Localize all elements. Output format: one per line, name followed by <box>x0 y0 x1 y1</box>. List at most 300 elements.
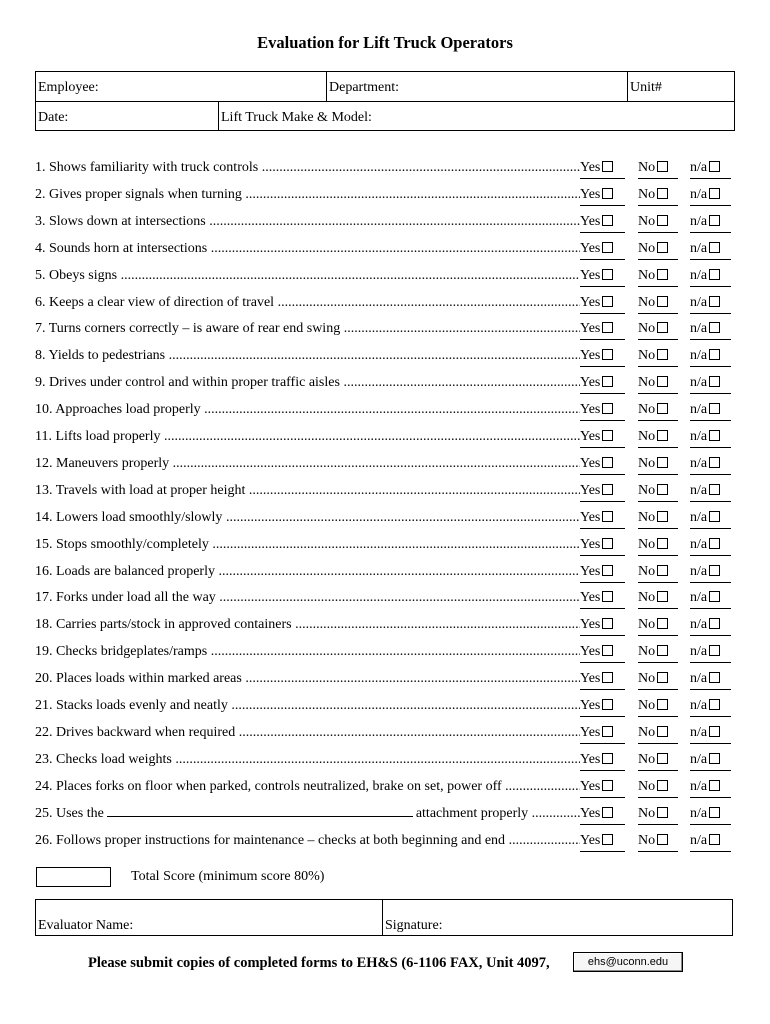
na-checkbox[interactable] <box>709 188 720 199</box>
no-checkbox[interactable] <box>657 457 668 468</box>
na-checkbox[interactable] <box>709 511 720 522</box>
option-na-label: n/a <box>690 321 708 337</box>
na-checkbox[interactable] <box>709 672 720 683</box>
option-yes-label: Yes <box>580 321 601 337</box>
option-no <box>638 185 678 206</box>
no-checkbox[interactable] <box>657 807 668 818</box>
option-no <box>638 615 678 636</box>
no-checkbox[interactable] <box>657 834 668 845</box>
option-no-label: No <box>638 698 656 713</box>
evaluation-item <box>35 319 735 339</box>
info-row-employee <box>36 72 734 102</box>
no-checkbox[interactable] <box>657 242 668 253</box>
evaluation-item <box>35 588 735 608</box>
option-na <box>690 777 731 798</box>
option-yes <box>580 427 625 448</box>
yes-checkbox[interactable] <box>602 780 613 791</box>
no-checkbox[interactable] <box>657 403 668 414</box>
item-text <box>35 750 580 770</box>
na-checkbox[interactable] <box>709 430 720 441</box>
option-na-label: n/a <box>690 805 708 821</box>
total-score-label: Total Score (minimum score 80%) <box>131 869 325 884</box>
no-checkbox[interactable] <box>657 618 668 629</box>
yes-checkbox[interactable] <box>602 591 613 602</box>
option-no <box>638 696 678 717</box>
option-yes-label: Yes <box>580 724 601 740</box>
unit-field[interactable] <box>627 72 734 101</box>
evaluation-item <box>35 723 735 743</box>
option-no <box>638 427 678 448</box>
option-na-label: n/a <box>690 375 708 391</box>
option-yes-label: Yes <box>580 671 601 687</box>
item-text <box>35 562 580 582</box>
yes-checkbox[interactable] <box>602 403 613 414</box>
item-text <box>35 373 580 393</box>
yes-checkbox[interactable] <box>602 618 613 629</box>
option-yes-label: Yes <box>580 348 601 364</box>
option-no-label: No <box>638 509 656 525</box>
na-checkbox[interactable] <box>709 161 720 172</box>
item-label: 6. Keeps a clear view of direction of travel <box>35 294 275 310</box>
yes-checkbox[interactable] <box>602 161 613 172</box>
option-na <box>690 535 731 556</box>
date-field[interactable] <box>36 102 218 131</box>
unit-label: Unit# <box>630 80 662 95</box>
no-checkbox[interactable] <box>657 430 668 441</box>
option-na <box>690 588 731 609</box>
item-text <box>35 669 580 689</box>
evaluation-item <box>35 158 735 178</box>
option-yes-label: Yes <box>580 751 601 767</box>
item-text <box>35 508 580 528</box>
option-na-label: n/a <box>690 213 708 229</box>
option-yes-label: Yes <box>580 455 601 471</box>
na-checkbox[interactable] <box>709 538 720 549</box>
na-checkbox[interactable] <box>709 457 720 468</box>
department-field[interactable] <box>326 72 627 101</box>
total-score-field[interactable] <box>36 867 111 887</box>
make-model-label: Lift Truck Make & Model: <box>221 110 372 125</box>
item-text <box>35 804 580 824</box>
na-checkbox[interactable] <box>709 349 720 360</box>
na-checkbox[interactable] <box>709 484 720 495</box>
item-label: 23. Checks load weights <box>35 751 172 767</box>
form-title: Evaluation for Lift Truck Operators <box>257 33 513 52</box>
option-na <box>690 427 731 448</box>
option-no-label: No <box>638 671 656 687</box>
no-checkbox[interactable] <box>657 672 668 683</box>
evaluation-item <box>35 427 735 447</box>
option-yes <box>580 588 625 609</box>
option-yes-label: Yes <box>580 402 601 418</box>
option-na-label: n/a <box>690 751 708 767</box>
no-checkbox[interactable] <box>657 726 668 737</box>
item-text <box>35 615 580 635</box>
na-checkbox[interactable] <box>709 645 720 656</box>
submit-instructions: Please submit copies of completed forms to EH&S (6-1106 FAX, Unit 4097, <box>88 955 550 971</box>
option-yes <box>580 508 625 529</box>
no-checkbox[interactable] <box>657 269 668 280</box>
yes-checkbox[interactable] <box>602 296 613 307</box>
signature-label: Signature: <box>385 918 443 933</box>
item-text <box>35 831 580 851</box>
option-na-label: n/a <box>690 617 708 633</box>
option-no <box>638 508 678 529</box>
item-label: 1. Shows familiarity with truck controls <box>35 160 259 175</box>
make-model-field[interactable] <box>218 102 734 131</box>
yes-checkbox[interactable] <box>602 322 613 333</box>
yes-checkbox[interactable] <box>602 834 613 845</box>
no-checkbox[interactable] <box>657 215 668 226</box>
no-checkbox[interactable] <box>657 322 668 333</box>
option-yes <box>580 373 625 394</box>
option-no <box>638 293 678 314</box>
yes-checkbox[interactable] <box>602 565 613 576</box>
evaluation-item <box>35 750 735 770</box>
info-row-date <box>36 102 734 131</box>
option-yes <box>580 239 625 260</box>
na-checkbox[interactable] <box>709 699 720 710</box>
no-checkbox[interactable] <box>657 538 668 549</box>
item-text <box>35 454 580 474</box>
no-checkbox[interactable] <box>657 296 668 307</box>
evaluation-item <box>35 481 735 501</box>
option-yes <box>580 696 625 717</box>
option-no <box>638 239 678 260</box>
option-no <box>638 373 678 394</box>
option-yes <box>580 293 625 314</box>
option-yes-label: Yes <box>580 778 601 794</box>
option-na <box>690 266 731 287</box>
item-text <box>35 588 580 608</box>
item-text <box>35 642 580 662</box>
option-no <box>638 400 678 421</box>
option-no <box>638 804 678 825</box>
email-button[interactable]: ehs@uconn.edu <box>573 952 683 972</box>
no-checkbox[interactable] <box>657 349 668 360</box>
option-yes <box>580 723 625 744</box>
evaluator-name-label: Evaluator Name: <box>38 918 134 933</box>
item-text <box>35 696 580 716</box>
option-na <box>690 481 731 502</box>
item-label: 5. Obeys signs <box>35 267 118 283</box>
option-yes-label: Yes <box>580 644 601 660</box>
option-yes-label: Yes <box>580 186 601 202</box>
option-na-label: n/a <box>690 482 708 498</box>
yes-checkbox[interactable] <box>602 269 613 280</box>
na-checkbox[interactable] <box>709 376 720 387</box>
item-label: 14. Lowers load smoothly/slowly <box>35 509 223 525</box>
option-no-label: No <box>638 213 656 229</box>
option-na <box>690 562 731 583</box>
option-no-label: No <box>638 617 656 633</box>
item-label-suffix: attachment properly <box>415 805 529 821</box>
employee-info-table <box>35 71 735 131</box>
option-na <box>690 454 731 475</box>
evaluation-item <box>35 535 735 555</box>
item-label: 17. Forks under load all the way <box>35 590 216 606</box>
item-label: 26. Follows proper instructions for maintenance – checks at both beginning and end <box>35 832 506 848</box>
yes-checkbox[interactable] <box>602 807 613 818</box>
option-no <box>638 562 678 583</box>
no-checkbox[interactable] <box>657 188 668 199</box>
option-na <box>690 508 731 529</box>
item-label: 25. Uses the <box>35 805 104 821</box>
evaluation-item <box>35 804 735 824</box>
option-na <box>690 696 731 717</box>
item-label: 18. Carries parts/stock in approved containers <box>35 617 292 633</box>
option-na-label: n/a <box>690 778 708 794</box>
option-na-label: n/a <box>690 294 708 310</box>
option-no-label: No <box>638 348 656 364</box>
option-na-label: n/a <box>690 590 708 606</box>
option-no <box>638 158 678 179</box>
option-na <box>690 669 731 690</box>
no-checkbox[interactable] <box>657 780 668 791</box>
option-na <box>690 212 731 233</box>
option-yes <box>580 454 625 475</box>
option-no-label: No <box>638 644 656 660</box>
evaluation-item <box>35 669 735 689</box>
option-no-label: No <box>638 832 656 848</box>
na-checkbox[interactable] <box>709 565 720 576</box>
option-no-label: No <box>638 429 656 444</box>
attachment-blank-field[interactable] <box>107 804 413 817</box>
option-yes <box>580 615 625 636</box>
na-checkbox[interactable] <box>709 269 720 280</box>
date-label: Date: <box>38 110 69 125</box>
item-label: 20. Places loads within marked areas <box>35 671 242 687</box>
option-na <box>690 723 731 744</box>
option-na <box>690 373 731 394</box>
option-yes-label: Yes <box>580 240 601 256</box>
item-text <box>35 185 580 205</box>
option-no <box>638 346 678 367</box>
option-na-label: n/a <box>690 563 708 579</box>
na-checkbox[interactable] <box>709 215 720 226</box>
option-yes-label: Yes <box>580 832 601 848</box>
no-checkbox[interactable] <box>657 565 668 576</box>
option-yes <box>580 212 625 233</box>
item-text <box>35 158 580 178</box>
no-checkbox[interactable] <box>657 484 668 495</box>
yes-checkbox[interactable] <box>602 484 613 495</box>
item-text <box>35 723 580 743</box>
yes-checkbox[interactable] <box>602 242 613 253</box>
item-label: 22. Drives backward when required <box>35 724 236 740</box>
option-no-label: No <box>638 321 656 337</box>
option-yes <box>580 562 625 583</box>
item-text <box>35 481 580 501</box>
option-na-label: n/a <box>690 240 708 256</box>
option-na-label: n/a <box>690 267 708 283</box>
option-yes <box>580 831 625 852</box>
option-yes-label: Yes <box>580 698 601 713</box>
option-na <box>690 319 731 340</box>
option-no <box>638 481 678 502</box>
na-checkbox[interactable] <box>709 591 720 602</box>
option-no-label: No <box>638 160 656 175</box>
option-no <box>638 319 678 340</box>
option-no-label: No <box>638 536 656 552</box>
option-yes <box>580 481 625 502</box>
option-na <box>690 750 731 771</box>
evaluation-item <box>35 346 735 366</box>
item-label: 12. Maneuvers properly <box>35 455 170 471</box>
evaluator-name-field[interactable] <box>36 900 382 935</box>
na-checkbox[interactable] <box>709 780 720 791</box>
yes-checkbox[interactable] <box>602 376 613 387</box>
option-no <box>638 777 678 798</box>
evaluation-item <box>35 185 735 205</box>
no-checkbox[interactable] <box>657 591 668 602</box>
no-checkbox[interactable] <box>657 753 668 764</box>
option-na <box>690 158 731 179</box>
option-yes-label: Yes <box>580 563 601 579</box>
option-na-label: n/a <box>690 536 708 552</box>
option-yes-label: Yes <box>580 482 601 498</box>
evaluation-item <box>35 400 735 420</box>
option-na <box>690 185 731 206</box>
yes-checkbox[interactable] <box>602 430 613 441</box>
option-na-label: n/a <box>690 160 708 175</box>
option-no-label: No <box>638 563 656 579</box>
yes-checkbox[interactable] <box>602 511 613 522</box>
signature-table <box>35 899 733 936</box>
option-no <box>638 723 678 744</box>
item-text <box>35 212 580 232</box>
option-yes-label: Yes <box>580 509 601 525</box>
yes-checkbox[interactable] <box>602 538 613 549</box>
option-yes <box>580 669 625 690</box>
option-na <box>690 642 731 663</box>
item-label: 16. Loads are balanced properly <box>35 563 215 579</box>
option-no <box>638 642 678 663</box>
evaluation-item <box>35 508 735 528</box>
option-na <box>690 293 731 314</box>
employee-label: Employee: <box>38 80 99 95</box>
option-no-label: No <box>638 186 656 202</box>
na-checkbox[interactable] <box>709 753 720 764</box>
item-text <box>35 346 580 366</box>
no-checkbox[interactable] <box>657 161 668 172</box>
evaluation-item <box>35 831 735 851</box>
yes-checkbox[interactable] <box>602 349 613 360</box>
na-checkbox[interactable] <box>709 726 720 737</box>
option-na-label: n/a <box>690 644 708 660</box>
option-na <box>690 239 731 260</box>
item-label: 8. Yields to pedestrians <box>35 348 166 364</box>
yes-checkbox[interactable] <box>602 726 613 737</box>
option-no-label: No <box>638 805 656 821</box>
option-yes <box>580 158 625 179</box>
evaluation-item <box>35 266 735 286</box>
option-no-label: No <box>638 482 656 498</box>
na-checkbox[interactable] <box>709 834 720 845</box>
option-na <box>690 615 731 636</box>
option-no-label: No <box>638 778 656 794</box>
option-no <box>638 212 678 233</box>
yes-checkbox[interactable] <box>602 672 613 683</box>
option-no <box>638 266 678 287</box>
option-yes <box>580 642 625 663</box>
evaluation-item <box>35 777 735 797</box>
employee-field[interactable] <box>36 72 326 101</box>
option-na <box>690 831 731 852</box>
evaluation-item <box>35 562 735 582</box>
evaluation-item <box>35 239 735 259</box>
no-checkbox[interactable] <box>657 645 668 656</box>
option-no-label: No <box>638 751 656 767</box>
signature-field[interactable] <box>382 900 732 935</box>
na-checkbox[interactable] <box>709 322 720 333</box>
item-label: 2. Gives proper signals when turning <box>35 186 242 202</box>
no-checkbox[interactable] <box>657 376 668 387</box>
yes-checkbox[interactable] <box>602 457 613 468</box>
item-label: 9. Drives under control and within proper traffic aisles <box>35 375 340 391</box>
yes-checkbox[interactable] <box>602 188 613 199</box>
item-label: 24. Places forks on floor when parked, controls neutralized, brake on set, power off <box>35 778 502 794</box>
yes-checkbox[interactable] <box>602 215 613 226</box>
option-yes-label: Yes <box>580 267 601 283</box>
option-yes <box>580 400 625 421</box>
option-na-label: n/a <box>690 698 708 713</box>
evaluation-item <box>35 615 735 635</box>
item-text <box>35 319 580 339</box>
item-label: 13. Travels with load at proper height <box>35 482 246 498</box>
option-na-label: n/a <box>690 348 708 364</box>
option-yes <box>580 750 625 771</box>
option-no-label: No <box>638 455 656 471</box>
option-yes <box>580 804 625 825</box>
na-checkbox[interactable] <box>709 403 720 414</box>
option-yes <box>580 266 625 287</box>
yes-checkbox[interactable] <box>602 699 613 710</box>
na-checkbox[interactable] <box>709 807 720 818</box>
option-yes-label: Yes <box>580 590 601 606</box>
item-label: 10. Approaches load properly <box>35 402 201 418</box>
option-yes-label: Yes <box>580 213 601 229</box>
evaluation-item <box>35 454 735 474</box>
option-no-label: No <box>638 724 656 740</box>
item-text <box>35 427 580 447</box>
yes-checkbox[interactable] <box>602 753 613 764</box>
no-checkbox[interactable] <box>657 699 668 710</box>
option-no-label: No <box>638 240 656 256</box>
option-yes <box>580 185 625 206</box>
na-checkbox[interactable] <box>709 618 720 629</box>
option-no-label: No <box>638 267 656 283</box>
option-yes-label: Yes <box>580 429 601 444</box>
option-yes-label: Yes <box>580 805 601 821</box>
option-na-label: n/a <box>690 429 708 444</box>
na-checkbox[interactable] <box>709 242 720 253</box>
no-checkbox[interactable] <box>657 511 668 522</box>
item-text <box>35 266 580 286</box>
item-label: 3. Slows down at intersections <box>35 213 206 229</box>
option-yes <box>580 346 625 367</box>
option-yes-label: Yes <box>580 375 601 391</box>
option-na-label: n/a <box>690 455 708 471</box>
yes-checkbox[interactable] <box>602 645 613 656</box>
na-checkbox[interactable] <box>709 296 720 307</box>
item-label: 15. Stops smoothly/completely <box>35 536 209 552</box>
evaluation-item <box>35 212 735 232</box>
option-na <box>690 400 731 421</box>
option-no-label: No <box>638 590 656 606</box>
option-no-label: No <box>638 294 656 310</box>
option-no-label: No <box>638 375 656 391</box>
